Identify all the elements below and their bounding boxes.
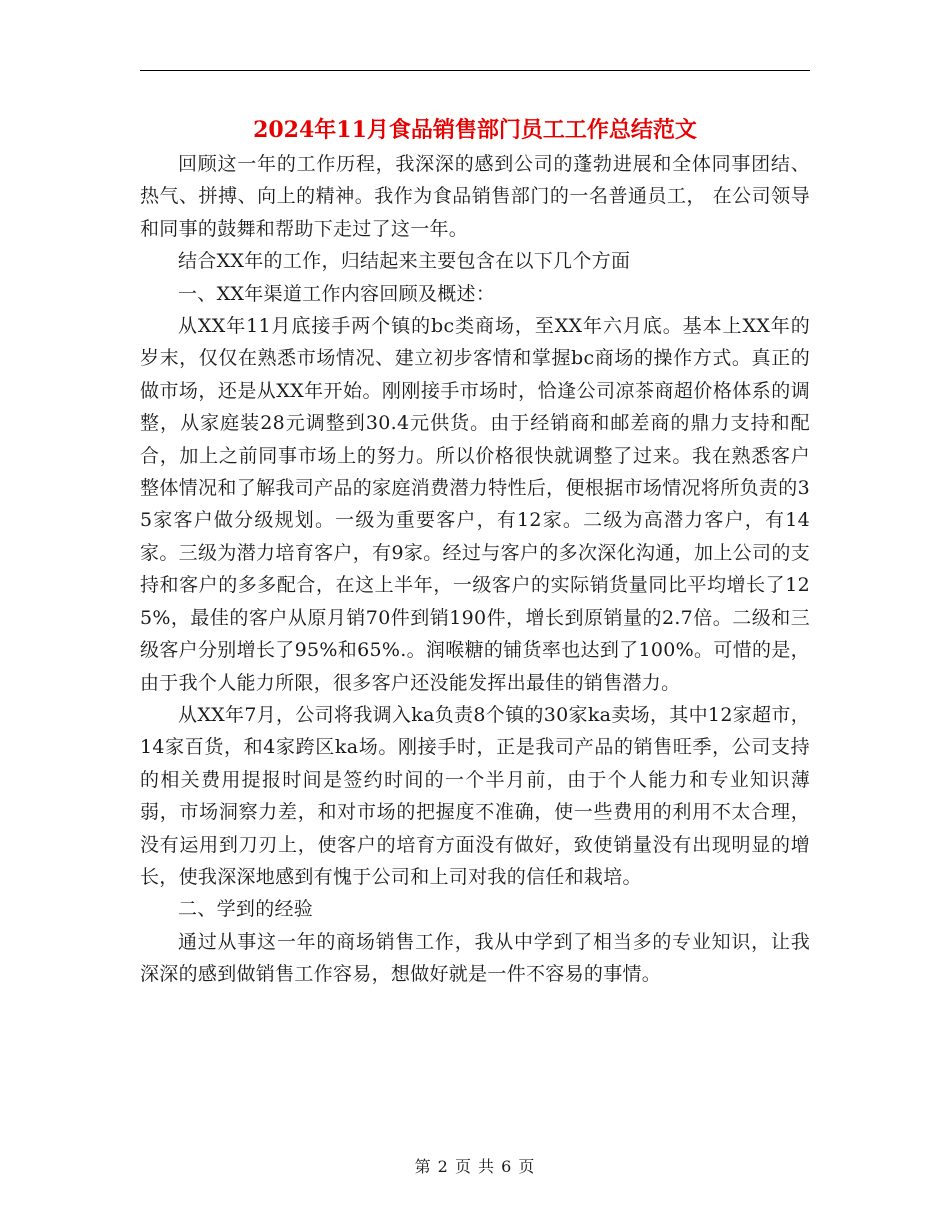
paragraph-intro: 回顾这一年的工作历程，我深深的感到公司的蓬勃进展和全体同事团结、热气、拼搏、向上的精神。我作为食品销售部门的一名普通员工， 在公司领导和同事的鼓舞和帮助下走过了这一年。 [140, 153, 810, 240]
section-heading-1: 一、XX年渠道工作内容回顾及概述： [178, 282, 496, 305]
paragraph-bc-channel: 从XX年11月底接手两个镇的bc类商场，至XX年六月底。基本上XX年的岁末，仅仅在熟悉市场情况、建立初步客情和掌握bc商场的操作方式。真正的做市场，还是从XX年开始。刚刚接手市场时，恰逢公司凉茶商超价格体系的调整，从家庭装28元调整到30.4元供货。由于经销商和邮差商的鼎力支持和配合，加上之前同事市场上的努力。所以价格很快就调整了过来。我在熟悉客户整体情况和了解我司产品的家庭消费潜力特性后，便根据市场情况将所负责的35家客户做分级规划。一级为重要客户，有12家。二级为高潜力客户，有14家。三级为潜力培育客户，有9家。经过与客户的多次深化沟通，加上公司的支持和客户的多多配合，在这上半年，一级客户的实际销货量同比平均增长了125%，最佳的客户从原月销70件到销190件，增长到原销量的2.7倍。二级和三级客户分别增长了95%和65%.。润喉糖的铺货率也达到了100%。可惜的是，由于我个人能力所限，很多客户还没能发挥出最佳的销售潜力。 [140, 315, 810, 694]
page-number-footer: 第 2 页 共 6 页 [414, 1157, 536, 1176]
document-body [140, 148, 810, 991]
paragraph-ka-channel: 从XX年7月，公司将我调入ka负责8个镇的30家ka卖场，其中12家超市，14家百货，和4家跨区ka场。刚接手时，正是我司产品的销售旺季，公司支持的相关费用提报时间是签约时间的一个半月前，由于个人能力和专业知识薄弱，市场洞察力差，和对市场的把握度不准确，使一些费用的利用不太合理，没有运用到刀刃上，使客户的培育方面没有做好，致使销量没有出现明显的增长，使我深深地感到有愧于公司和上司对我的信任和栽培。 [140, 703, 810, 888]
paragraph-experience: 通过从事这一年的商场销售工作，我从中学到了相当多的专业知识，让我深深的感到做销售工作容易，想做好就是一件不容易的事情。 [140, 930, 810, 986]
header-rule [140, 70, 810, 71]
document-title: 2024年11月食品销售部门员工工作总结范文 [253, 117, 697, 143]
paragraph-summary-lead: 结合XX年的工作，归结起来主要包含在以下几个方面 [178, 250, 631, 273]
section-heading-2: 二、学到的经验 [178, 898, 314, 921]
